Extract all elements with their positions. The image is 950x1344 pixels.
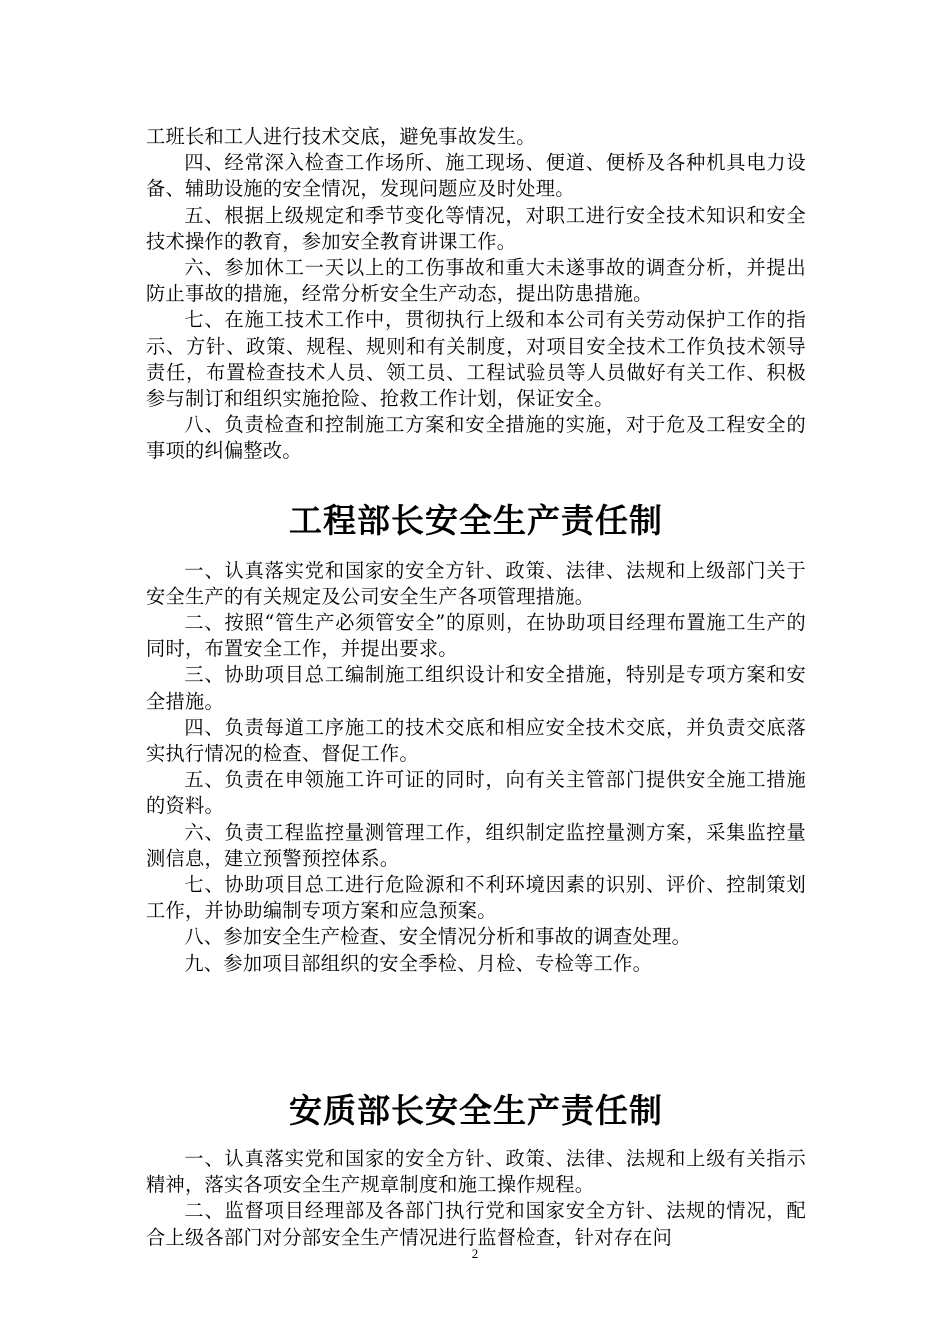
paragraph: 三、协助项目总工编制施工组织设计和安全措施，特别是专项方案和安全措施。 <box>146 663 806 713</box>
paragraph: 一、认真落实党和国家的安全方针、政策、法律、法规和上级部门关于安全生产的有关规定及公司安全生产各项管理措施。 <box>146 558 806 608</box>
page-content <box>146 124 806 1251</box>
paragraph: 二、监督项目经理部及各部门执行党和国家安全方针、法规的情况，配合上级各部门对分部安全生产情况进行监督检查，针对存在问 <box>146 1199 806 1249</box>
section-continued <box>146 124 806 465</box>
section-engineering <box>146 558 806 977</box>
paragraph: 二、按照“管生产必须管安全”的原则，在协助项目经理布置施工生产的同时，布置安全工作，并提出要求。 <box>146 611 806 661</box>
paragraph: 一、认真落实党和国家的安全方针、政策、法律、法规和上级有关指示精神，落实各项安全生产规章制度和施工操作规程。 <box>146 1146 806 1197</box>
section-title-safety-quality: 安质部长安全生产责任制 <box>289 1090 663 1130</box>
section-title-engineering: 工程部长安全生产责任制 <box>289 500 663 540</box>
paragraph: 九、参加项目部组织的安全季检、月检、专检等工作。 <box>184 951 653 975</box>
blank-space <box>146 977 806 1085</box>
paragraph: 六、参加休工一天以上的工伤事故和重大未遂事故的调查分析，并提出防止事故的措施，经常分析安全生产动态，提出防患措施。 <box>146 256 806 306</box>
paragraph: 七、协助项目总工进行危险源和不利环境因素的识别、评价、控制策划工作，并协助编制专项方案和应急预案。 <box>146 873 806 923</box>
paragraph: 七、在施工技术工作中，贯彻执行上级和本公司有关劳动保护工作的指示、方针、政策、规程、规则和有关制度，对项目安全技术工作负技术领导责任，布置检查技术人员、领工员、工程试验员等人员做好有关工作、积极参与制订和组织实施抢险、抢救工作计划，保证安全。 <box>146 308 806 411</box>
paragraph: 四、经常深入检查工作场所、施工现场、便道、便桥及各种机具电力设备、辅助设施的安全情况，发现问题应及时处理。 <box>146 151 806 201</box>
paragraph: 五、根据上级规定和季节变化等情况，对职工进行安全技术知识和安全技术操作的教育，参加安全教育讲课工作。 <box>146 203 806 253</box>
paragraph: 四、负责每道工序施工的技术交底和相应安全技术交底，并负责交底落实执行情况的检查、督促工作。 <box>146 715 806 766</box>
section-safety-quality <box>146 1146 806 1251</box>
paragraph: 五、负责在申领施工许可证的同时，向有关主管部门提供安全施工措施的资料。 <box>146 768 806 818</box>
paragraph: 八、负责检查和控制施工方案和安全措施的实施，对于危及工程安全的事项的纠偏整改。 <box>146 413 806 463</box>
paragraph: 工班长和工人进行技术交底，避免事故发生。 <box>146 125 536 148</box>
paragraph: 八、参加安全生产检查、安全情况分析和事故的调查处理。 <box>184 925 692 949</box>
paragraph: 六、负责工程监控量测管理工作，组织制定监控量测方案，采集监控量测信息，建立预警预控体系。 <box>146 820 806 870</box>
page-number: 2 <box>471 1246 479 1261</box>
